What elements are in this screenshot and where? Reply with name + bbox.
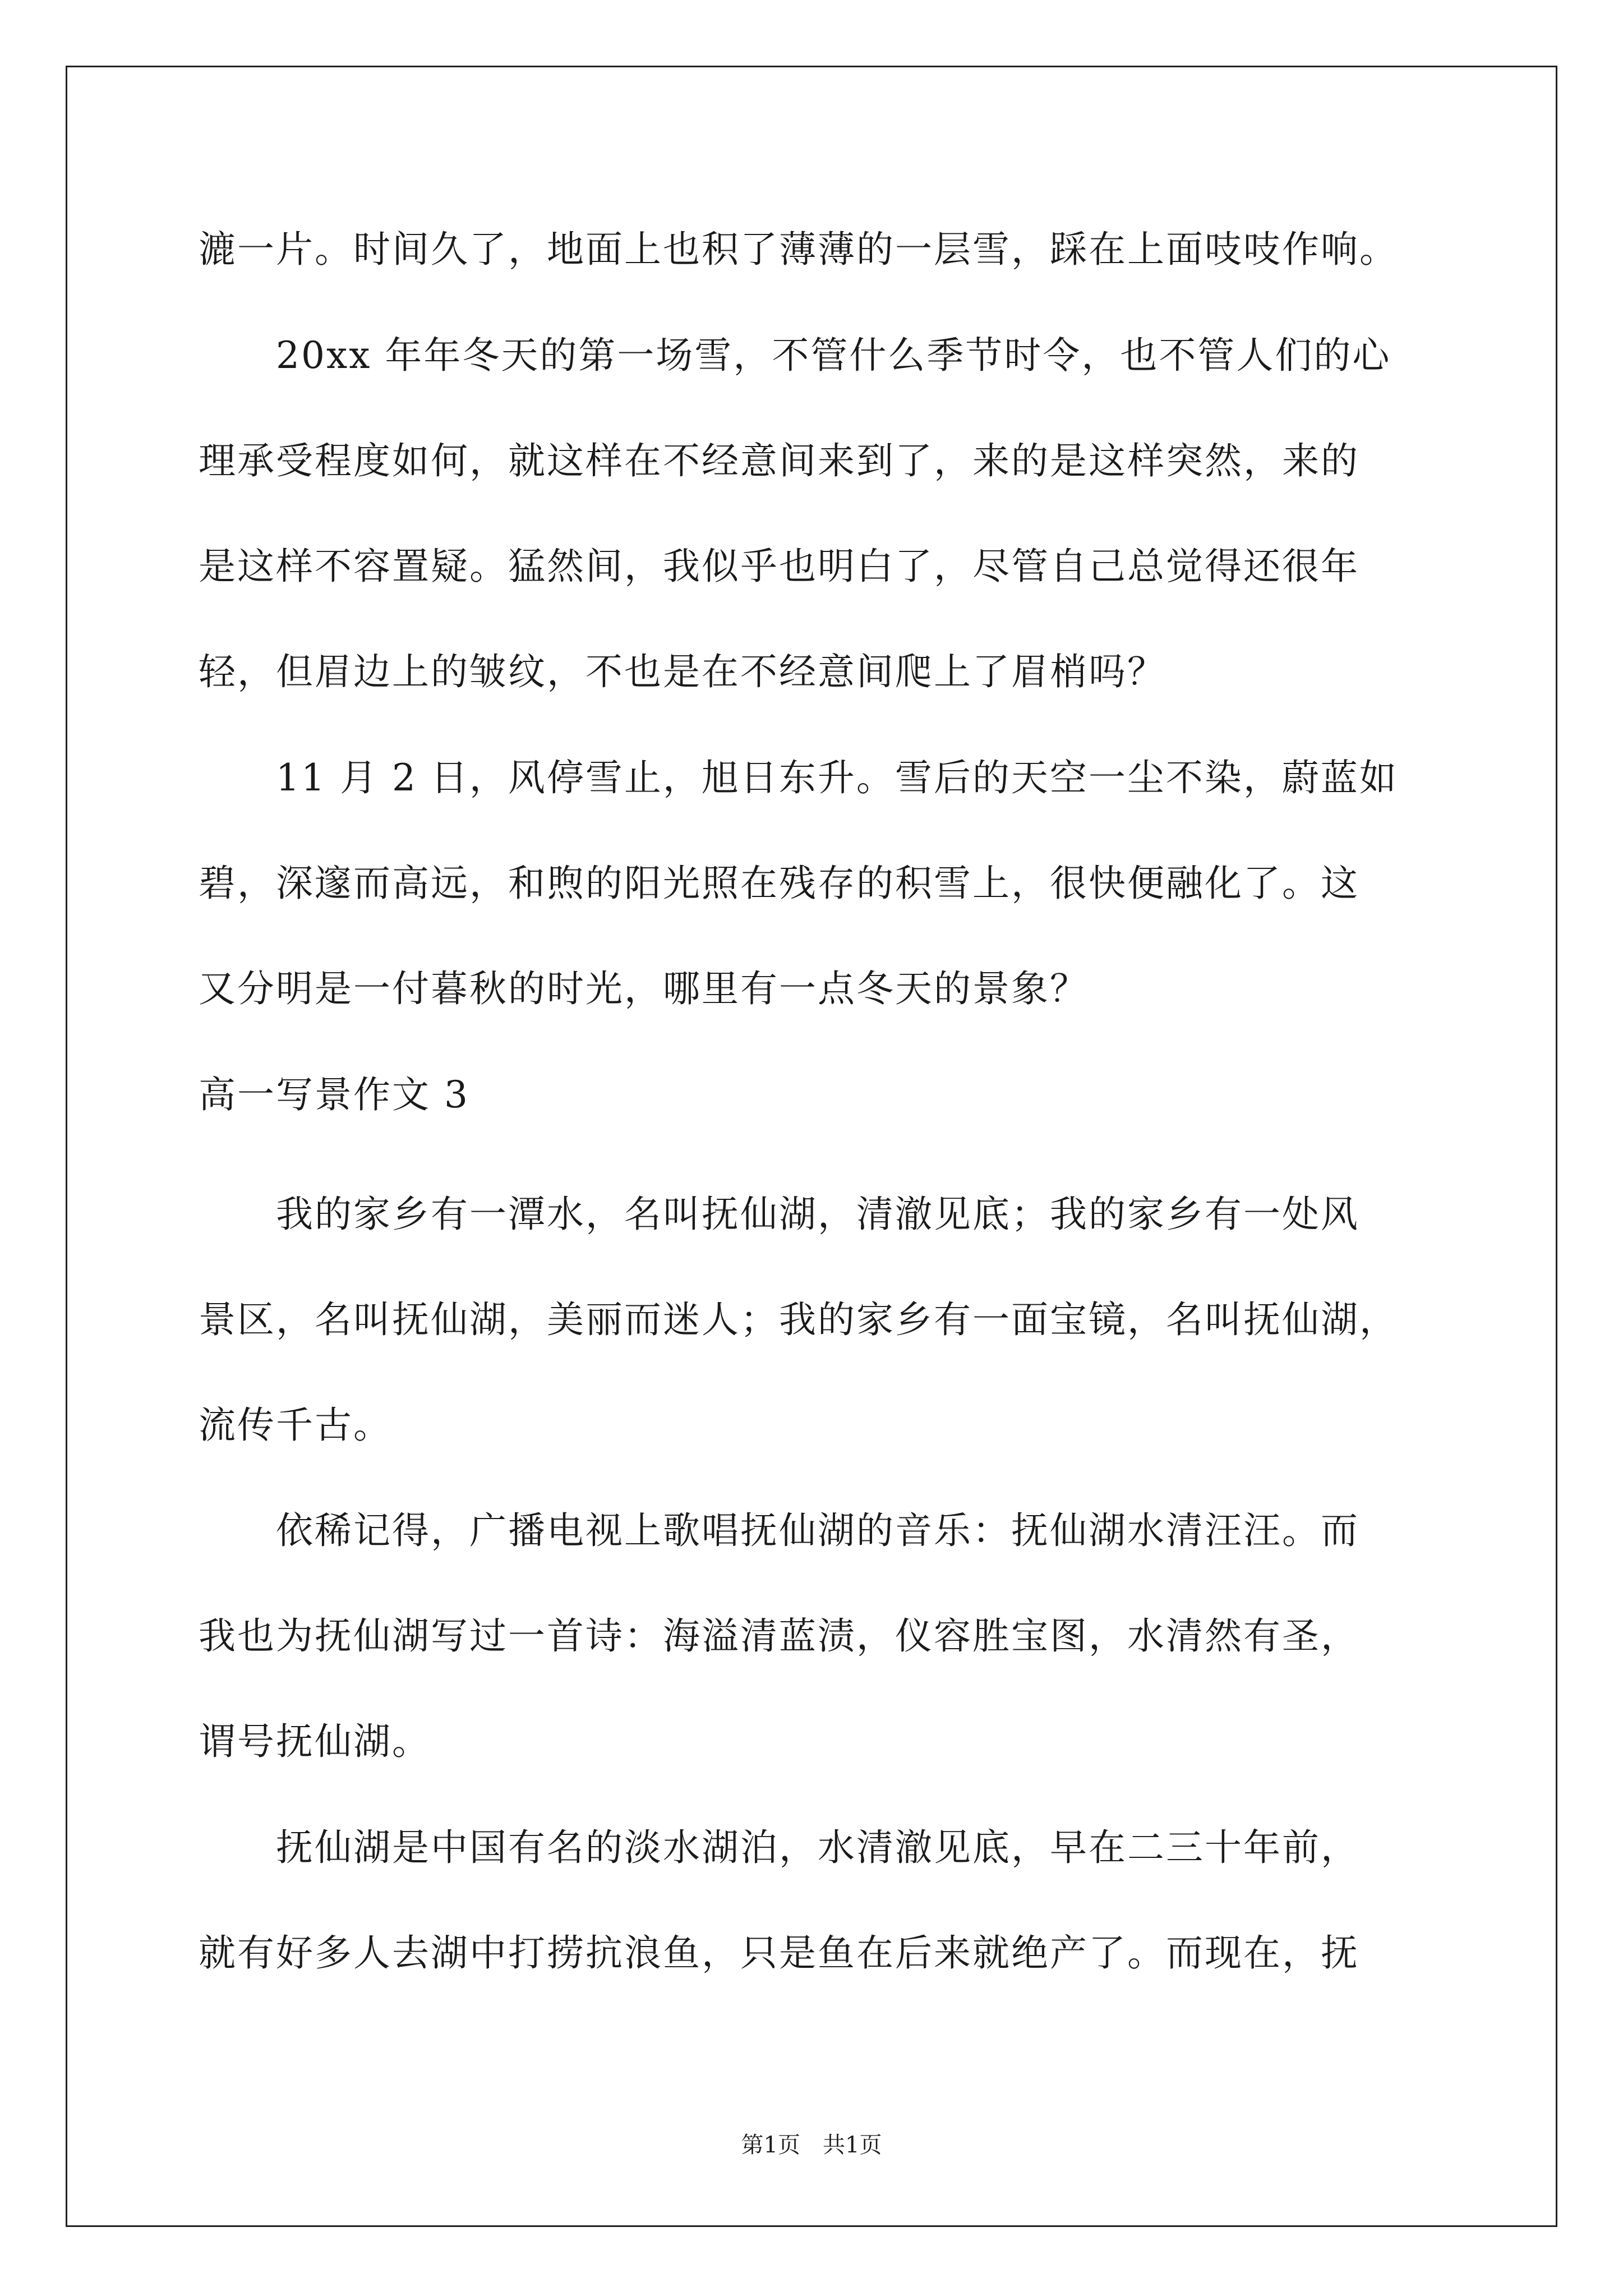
text-line: 20xx 年年冬天的第一场雪，不管什么季节时令，也不管人们的心 [199, 334, 1391, 377]
text-line: 流传千古。 [199, 1404, 392, 1447]
text-line: 漉一片。时间久了，地面上也积了薄薄的一层雪，踩在上面吱吱作响。 [199, 228, 1398, 271]
text-line: 碧，深邃而高远，和煦的阳光照在残存的积雪上，很快便融化了。这 [199, 862, 1359, 905]
page-border [66, 66, 1557, 2227]
text-line: 又分明是一付暮秋的时光，哪里有一点冬天的景象？ [199, 967, 1089, 1010]
page-footer: 第1页 共1页 [741, 2132, 882, 2158]
text-line: 谓号抚仙湖。 [199, 1720, 431, 1763]
text-line: 我也为抚仙湖写过一首诗：海溢清蓝渍，仪容胜宝图，水清然有圣， [199, 1614, 1359, 1658]
text-line: 抚仙湖是中国有名的淡水湖泊，水清澈见底，早在二三十年前， [199, 1826, 1359, 1869]
text-line: 理承受程度如何，就这样在不经意间来到了，来的是这样突然，来的 [199, 439, 1359, 482]
text-line: 11 月 2 日，风停雪止，旭日东升。雪后的天空一尘不染，蔚蓝如 [199, 756, 1398, 799]
text-line: 就有好多人去湖中打捞抗浪鱼，只是鱼在后来就绝产了。而现在，抚 [199, 1931, 1359, 1975]
text-line: 依稀记得，广播电视上歌唱抚仙湖的音乐：抚仙湖水清汪汪。而 [199, 1509, 1359, 1552]
text-line: 景区，名叫抚仙湖，美丽而迷人；我的家乡有一面宝镜，名叫抚仙湖， [199, 1298, 1398, 1341]
text-line: 轻，但眉边上的皱纹，不也是在不经意间爬上了眉梢吗？ [199, 650, 1166, 693]
section-heading: 高一写景作文 3 [199, 1073, 469, 1116]
text-line: 是这样不容置疑。猛然间，我似乎也明白了，尽管自己总觉得还很年 [199, 545, 1359, 588]
text-line: 我的家乡有一潭水，名叫抚仙湖，清澈见底；我的家乡有一处风 [199, 1193, 1359, 1236]
